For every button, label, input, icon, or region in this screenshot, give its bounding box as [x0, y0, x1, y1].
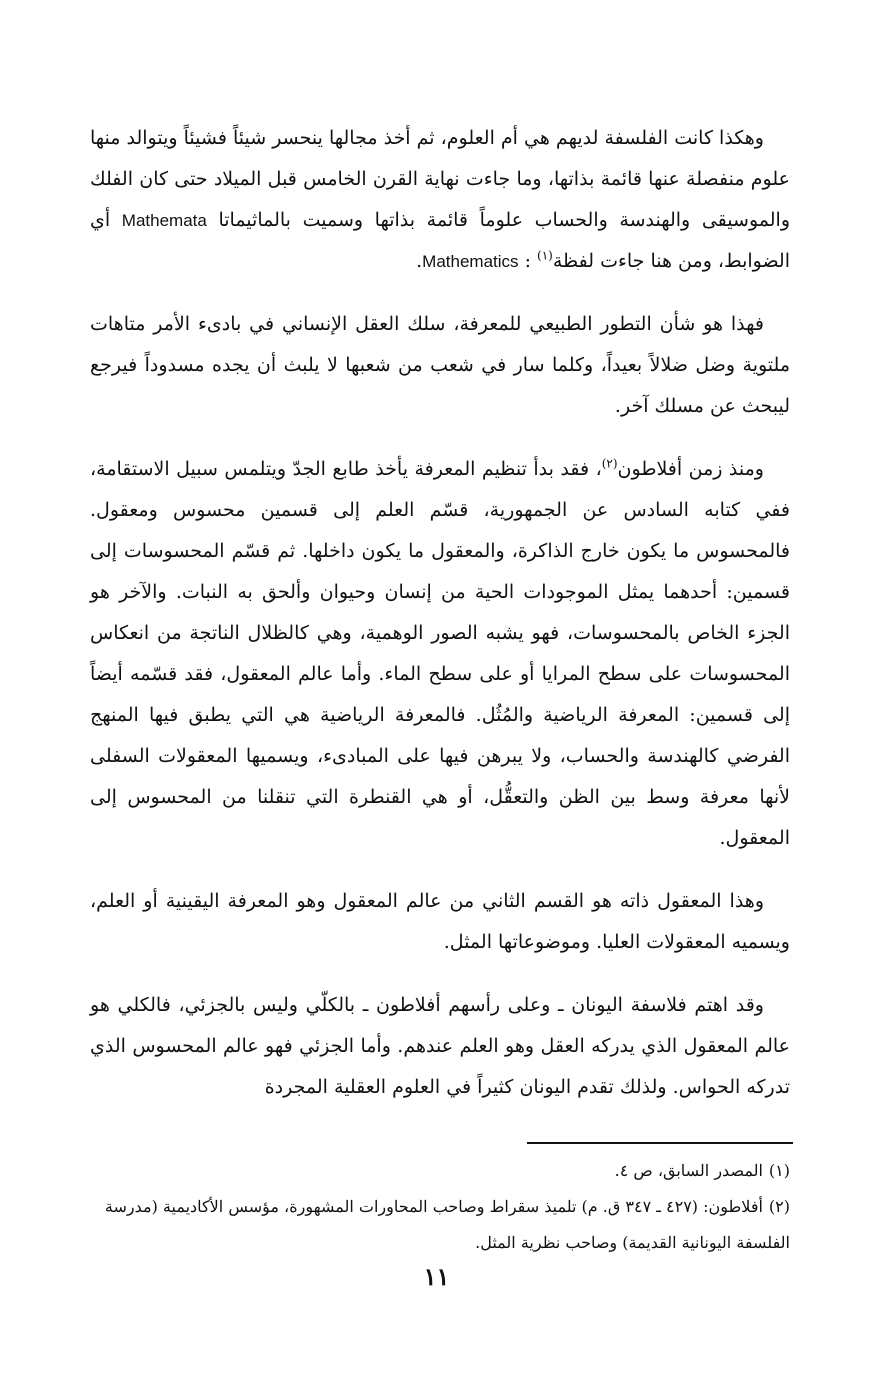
footnote-reference-1: (١)	[537, 248, 553, 263]
paragraph-1	[90, 118, 790, 282]
paragraph-3	[90, 449, 790, 859]
footnote-1-number: (١)	[768, 1161, 790, 1180]
footnote-1-text: المصدر السابق، ص ٤.	[614, 1161, 763, 1180]
paragraph-2: فهذا هو شأن التطور الطبيعي للمعرفة، سلك العقل الإنساني في بادىء الأمر متاهات ملتوية وضل ضلالاً بعيداً، وكلما سار في شعب من شعبها لا يلبث أن يجده مسدوداً فيرجع ليبحث عن مسلك آخر.	[90, 313, 790, 417]
paragraph-3-text-after: ، فقد بدأ تنظيم المعرفة يأخذ طابع الجدّ ويتلمس سبيل الاستقامة، ففي كتابه السادس عن الجمهورية، قسّم العلم إلى قسمين محسوس ومعقول. فالمحسوس ما يكون خارج الذاكرة، والمعقول ما يكون داخلها. ثم قسّم المحسوسات إلى قسمين: أحدهما يمثل الموجودات الحية من إنسان وحيوان وألحق به النبات. والآخر هو الجزء الخاص بالمحسوسات، فهو يشبه الصور الوهمية، وهي كالظلال الناتجة من انعكاس المحسوسات على سطح المرايا أو على سطح الماء. وأما عالم المعقول، فقد قسّمه أيضاً إلى قسمين: المعرفة الرياضية والمُثُل. فالمعرفة الرياضية هي التي يطبق فيها المنهج الفرضي كالهندسة والحساب، ولا يبرهن فيها على المبادىء، ويسميها المعقولات السفلى لأنها معرفة وسط بين الظن والتعقُّل، أو هي القنطرة التي تنقلنا من المحسوس إلى المعقول.	[90, 458, 790, 849]
paragraph-1-text-before: وهكذا كانت الفلسفة لديهم هي أم العلوم، ثم أخذ مجالها ينحسر شيئاً فشيئاً ويتوالد منها علوم منفصلة عنها قائمة بذاتها، وما جاءت نهاية القرن الخامس قبل الميلاد حتى كان الفلك والموسيقى والهندسة والحساب علوماً قائمة بذاتها وسميت بالماثيماتا	[90, 127, 790, 231]
main-text	[90, 118, 790, 1130]
footnote-2-number: (٢)	[768, 1197, 790, 1216]
paragraph-1-text-mid: أي الضوابط، ومن هنا جاءت لفظة	[90, 209, 790, 272]
paragraph-1-end: .	[416, 250, 423, 272]
footnote-reference-2: (٢)	[601, 456, 618, 471]
paragraph-1-colon: :	[524, 250, 531, 272]
latin-term-mathemata: Mathemata	[121, 211, 207, 230]
footnote-2	[90, 1189, 790, 1261]
paragraph-4: وهذا المعقول ذاته هو القسم الثاني من عالم المعقول وهو المعرفة اليقينية أو العلم، ويسميه المعقولات العليا. وموضوعاتها المثل.	[90, 890, 790, 953]
footnote-divider	[527, 1142, 793, 1144]
footnote-1	[90, 1153, 790, 1189]
paragraph-5: وقد اهتم فلاسفة اليونان ـ وعلى رأسهم أفلاطون ـ بالكلّي وليس بالجزئي، فالكلي هو عالم المعقول الذي يدركه العقل وهو العلم عندهم. وأما الجزئي فهو عالم المحسوس الذي تدركه الحواس. ولذلك تقدم اليونان كثيراً في العلوم العقلية المجردة	[90, 994, 790, 1098]
latin-term-mathematics: Mathematics	[422, 252, 519, 271]
page-number: ١١	[423, 1262, 450, 1291]
footnotes	[90, 1153, 790, 1261]
paragraph-3-text-before: ومنذ زمن أفلاطون	[617, 458, 764, 480]
footnote-2-text: أفلاطون: (٤٢٧ ـ ٣٤٧ ق. م) تلميذ سقراط وصاحب المحاورات المشهورة، مؤسس الأكاديمية (مدرسة الفلسفة اليونانية القديمة) وصاحب نظرية المثل.	[104, 1197, 790, 1252]
